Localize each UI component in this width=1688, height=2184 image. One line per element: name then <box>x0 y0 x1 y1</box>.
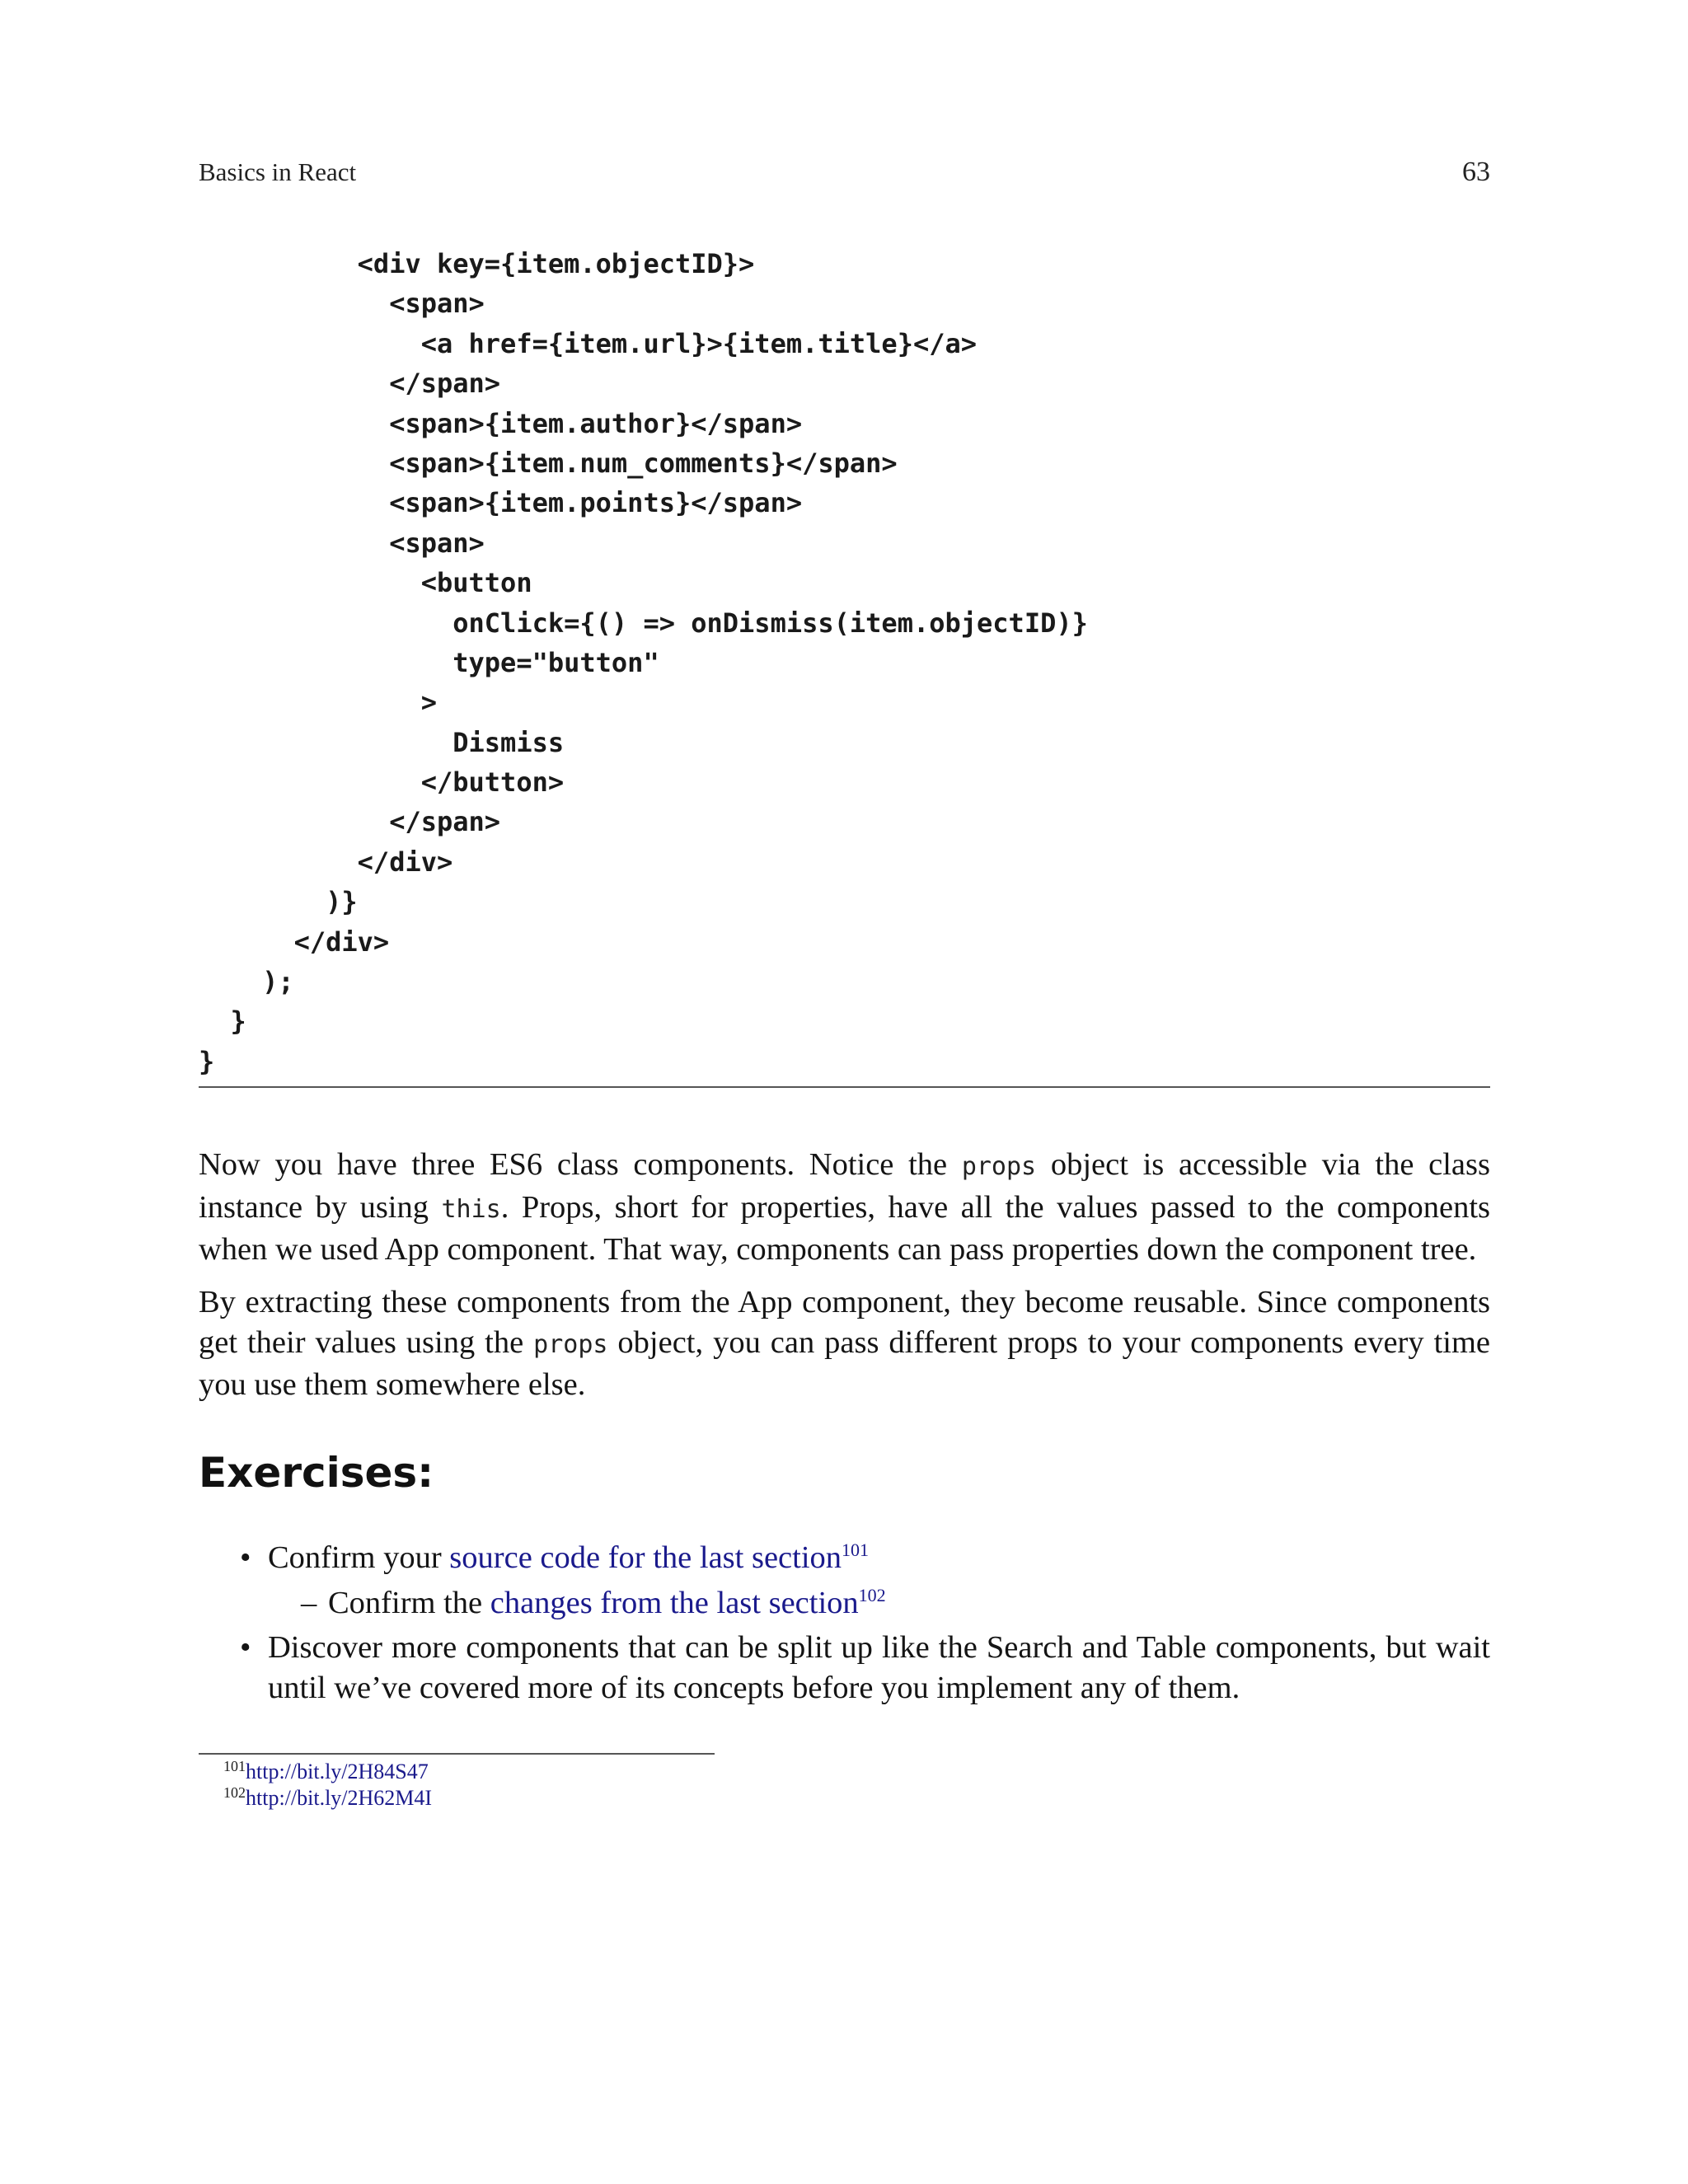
code-line: <span> <box>199 288 485 320</box>
exercise-text: Discover more components that can be split up like the Search and Table components, but wait until we’ve covered more of its concepts before you implement any of them. <box>268 1630 1490 1705</box>
footnotes <box>223 1759 432 1811</box>
code-line: <a href={item.url}>{item.title}</a> <box>199 327 978 359</box>
page-number: 63 <box>1462 157 1490 187</box>
code-line: type="button" <box>199 646 659 678</box>
code-line: } <box>199 1005 246 1038</box>
code-line: </div> <box>199 846 453 878</box>
inline-code-props: props <box>533 1329 608 1359</box>
running-header <box>199 157 1490 190</box>
footnote-divider <box>199 1753 715 1755</box>
code-line: Dismiss <box>199 726 565 758</box>
footnote <box>223 1785 432 1811</box>
code-line: <span> <box>199 527 485 559</box>
list-item <box>268 1583 1490 1624</box>
bullet-icon: • <box>240 1630 251 1665</box>
paragraph-props <box>199 1145 1490 1270</box>
code-line: <span>{item.num_comments}</span> <box>199 447 898 479</box>
exercise-list <box>199 1538 1490 1713</box>
code-line: <button <box>199 567 532 599</box>
code-block-divider <box>199 1086 1490 1088</box>
list-item <box>199 1538 1490 1623</box>
code-line: )} <box>199 886 358 918</box>
footnote-ref[interactable]: 102 <box>858 1584 886 1605</box>
list-item <box>199 1628 1490 1708</box>
running-title: Basics in React <box>199 157 357 186</box>
code-line: onClick={() => onDismiss(item.objectID)} <box>199 607 1088 639</box>
paragraph-text: By extracting these components from the App component, they become reusable. Since components get their values using the <box>199 1285 1490 1360</box>
source-code-link[interactable]: source code for the last section <box>449 1540 842 1575</box>
code-line: <span>{item.author}</span> <box>199 407 803 439</box>
code-line: </span> <box>199 806 501 838</box>
code-listing <box>199 244 1491 1081</box>
code-line: } <box>199 1045 215 1077</box>
footnote-number: 102 <box>223 1784 246 1801</box>
inline-code-props: props <box>961 1152 1037 1181</box>
changes-link[interactable]: changes from the last section <box>490 1585 859 1620</box>
footnote-link[interactable]: http://bit.ly/2H84S47 <box>246 1760 429 1783</box>
paragraph-text: . Props, short for properties, have all the values passed to the components when we used App component. That way, components can pass properties down the component tree. <box>199 1189 1490 1267</box>
code-line: </span> <box>199 368 501 400</box>
code-line: </button> <box>199 766 565 799</box>
code-line: ); <box>199 966 294 998</box>
code-line: <div key={item.objectID}> <box>199 248 755 279</box>
footnote-ref[interactable]: 101 <box>842 1540 870 1560</box>
code-line: <span>{item.points}</span> <box>199 487 803 519</box>
code-line: > <box>199 687 437 719</box>
dash-icon: – <box>301 1585 317 1620</box>
paragraph-reusable <box>199 1282 1490 1405</box>
exercises-heading: Exercises: <box>199 1449 434 1497</box>
paragraph-text: Now you have three ES6 class components. Notice the <box>199 1147 962 1182</box>
exercise-text: Confirm your <box>268 1540 450 1575</box>
paragraph-text: object is accessible via the class instance by using <box>199 1147 1490 1225</box>
code-line: </div> <box>199 926 390 958</box>
inline-code-this: this <box>441 1194 501 1224</box>
bullet-icon: • <box>240 1540 251 1575</box>
exercise-sub-list <box>268 1583 1490 1624</box>
footnote <box>223 1759 432 1785</box>
paragraph-text: object, you can pass different props to your components every time you use them somewhere else. <box>199 1324 1491 1402</box>
exercise-text: Confirm the <box>328 1585 490 1620</box>
footnote-number: 101 <box>223 1758 246 1774</box>
footnote-link[interactable]: http://bit.ly/2H62M4I <box>246 1786 433 1810</box>
